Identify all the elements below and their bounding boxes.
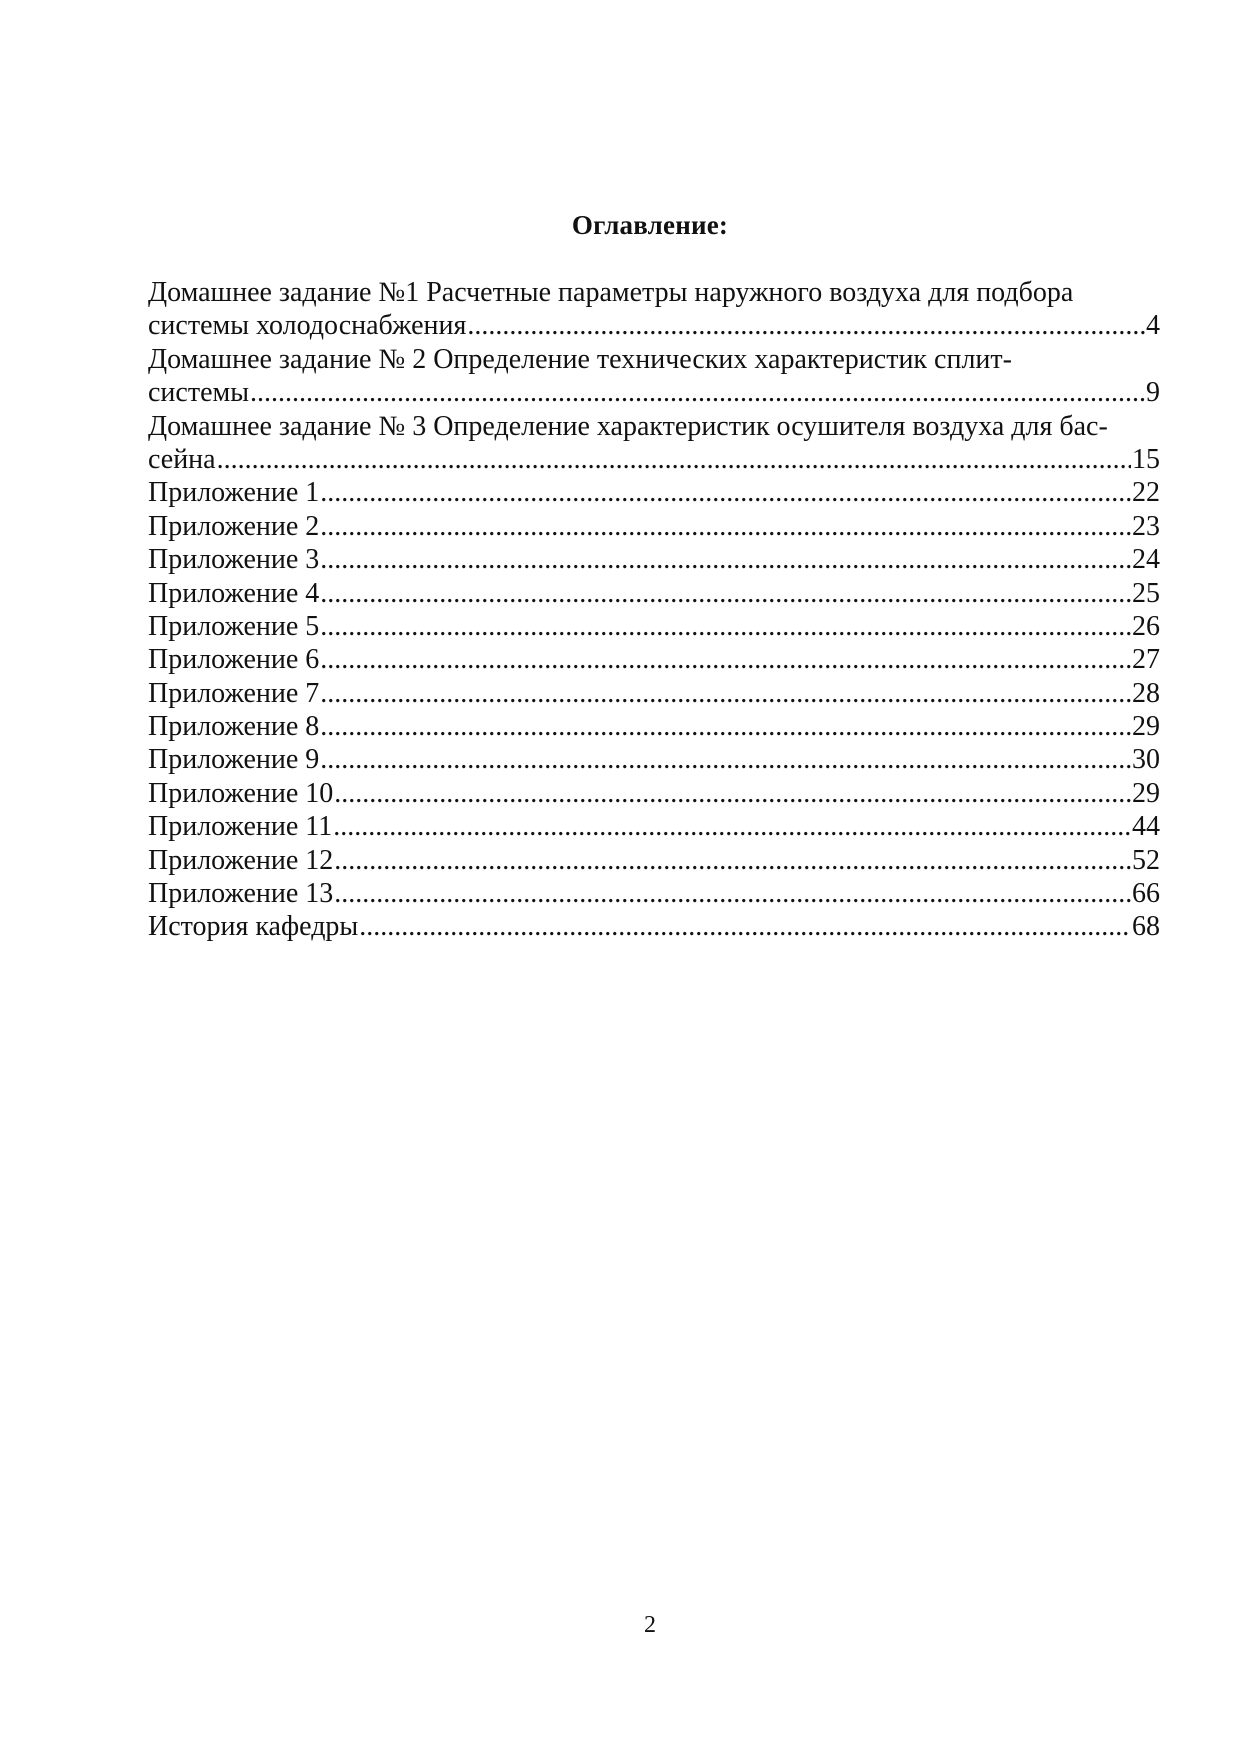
toc-entry[interactable] <box>148 510 1160 543</box>
toc-entry-label: Приложение 12 <box>148 844 334 876</box>
toc-entry-label: История кафедры <box>148 911 359 943</box>
toc-entry[interactable] <box>148 844 1160 877</box>
toc-entry-label: Приложение 7 <box>148 677 320 709</box>
toc-entry-label: Приложение 6 <box>148 644 320 676</box>
toc-entry-label: Приложение 8 <box>148 711 320 743</box>
toc-entry[interactable] <box>148 643 1160 676</box>
table-of-contents <box>148 276 1160 944</box>
toc-entry-page: 66 <box>1132 878 1160 910</box>
toc-entry[interactable] <box>148 443 1160 476</box>
dot-leader <box>334 777 1131 810</box>
toc-entry[interactable] <box>148 476 1160 509</box>
dot-leader <box>320 543 1131 576</box>
toc-entry[interactable] <box>148 877 1160 910</box>
toc-entry-page: 28 <box>1132 677 1160 709</box>
toc-entry-label: Приложение 11 <box>148 811 333 843</box>
dot-leader <box>320 510 1131 543</box>
toc-entry-label: системы <box>148 377 250 409</box>
toc-entry-page: 24 <box>1132 544 1160 576</box>
toc-entry[interactable] <box>148 610 1160 643</box>
toc-entry[interactable] <box>148 577 1160 610</box>
toc-entry-label: Приложение 5 <box>148 610 320 642</box>
dot-leader <box>334 877 1131 910</box>
page-number: 2 <box>644 1612 656 1638</box>
toc-entry-label: Приложение 1 <box>148 477 320 509</box>
toc-entry-page: 29 <box>1132 777 1160 809</box>
toc-entry-page: 29 <box>1132 711 1160 743</box>
toc-entry-page: 52 <box>1132 844 1160 876</box>
toc-entry-page: 30 <box>1132 744 1160 776</box>
toc-entry[interactable] <box>148 710 1160 743</box>
toc-entry[interactable] <box>148 309 1160 342</box>
toc-entry-page: 9 <box>1146 377 1160 409</box>
toc-entry-page: 4 <box>1146 310 1160 342</box>
toc-entry-label: сейна <box>148 443 216 475</box>
toc-entry[interactable] <box>148 543 1160 576</box>
dot-leader <box>334 844 1131 877</box>
toc-entry-label: Приложение 10 <box>148 777 334 809</box>
dot-leader <box>320 677 1131 710</box>
toc-entry-label: системы холодоснабжения <box>148 310 467 342</box>
toc-entry-page: 22 <box>1132 477 1160 509</box>
toc-entry[interactable] <box>148 743 1160 776</box>
toc-entry[interactable] <box>148 376 1160 409</box>
toc-entry-label: Приложение 2 <box>148 510 320 542</box>
dot-leader <box>467 309 1145 342</box>
toc-entry-page: 44 <box>1132 811 1160 843</box>
toc-entry-label: Приложение 9 <box>148 744 320 776</box>
dot-leader <box>359 910 1131 943</box>
dot-leader <box>320 643 1131 676</box>
toc-entry-label: Приложение 13 <box>148 878 334 910</box>
toc-entry[interactable] <box>148 777 1160 810</box>
toc-entry-page: 27 <box>1132 644 1160 676</box>
toc-entry[interactable] <box>148 810 1160 843</box>
toc-entry-first-line: Домашнее задание № 3 Определение характеристик осушителя воздуха для бас- <box>148 410 1108 442</box>
dot-leader <box>320 476 1131 509</box>
dot-leader <box>320 710 1131 743</box>
dot-leader <box>320 610 1131 643</box>
toc-entry-page: 15 <box>1132 443 1160 475</box>
toc-entry-first-line: Домашнее задание №1 Расчетные параметры наружного воздуха для подбора <box>148 277 1074 308</box>
toc-entry-page: 23 <box>1132 510 1160 542</box>
toc-entry[interactable] <box>148 677 1160 710</box>
toc-entry-page: 25 <box>1132 577 1160 609</box>
toc-entry-label: Приложение 4 <box>148 577 320 609</box>
dot-leader <box>217 443 1131 476</box>
toc-entry-label: Приложение 3 <box>148 544 320 576</box>
toc-entry[interactable] <box>148 910 1160 943</box>
dot-leader <box>320 743 1131 776</box>
dot-leader <box>333 810 1131 843</box>
toc-title: Оглавление: <box>571 210 729 240</box>
dot-leader <box>250 376 1145 409</box>
toc-entry-first-line: Домашнее задание № 2 Определение технических характеристик сплит- <box>148 343 1012 375</box>
toc-entry-page: 26 <box>1132 610 1160 642</box>
dot-leader <box>320 577 1131 610</box>
toc-entry-page: 68 <box>1132 911 1160 943</box>
